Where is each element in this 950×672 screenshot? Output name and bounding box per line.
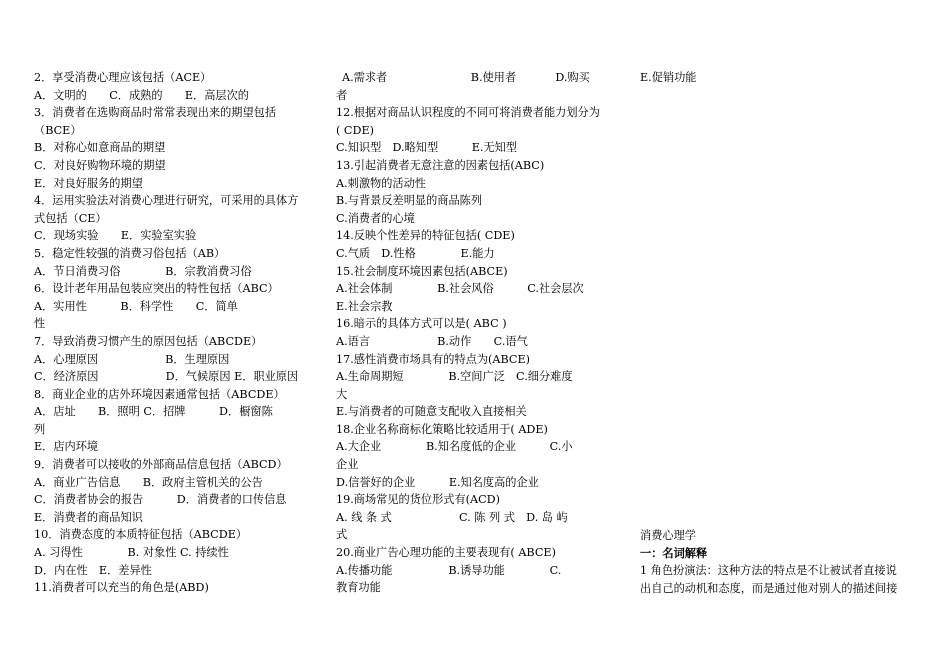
text-line: 20.商业广告心理功能的主要表现有( ABCE) <box>336 546 556 560</box>
text-line: 11.消费者可以充当的角色是(ABD) <box>34 581 209 595</box>
text-line: A．文明的 C．成熟的 E．高层次的 <box>34 88 249 102</box>
text-line: 16.暗示的具体方式可以是( ABC ) <box>336 317 507 331</box>
text-line: 14.反映个性差异的特征包括( CDE) <box>336 229 515 243</box>
definition-line-1: 1 角色扮演法：这种方法的特点是不让被试者直接说 <box>640 564 897 578</box>
text-line: 大 <box>336 387 348 401</box>
text-line: 者 <box>336 88 348 102</box>
text-line: A.生命周期短 B.空间广泛 C.细分难度 <box>336 370 573 384</box>
text-line: C．对良好购物环境的期望 <box>34 158 166 172</box>
text-line: C.知识型 D.略知型 E.无知型 <box>336 141 518 155</box>
text-line: 性 <box>34 317 46 331</box>
option-a: A.需求者 <box>342 71 388 84</box>
left-column <box>34 69 314 597</box>
text-line: ( CDE) <box>336 123 374 137</box>
text-line: 13.引起消费者无意注意的因素包括(ABC) <box>336 158 545 172</box>
option-b: B.使用者 <box>470 71 517 84</box>
text-line: 18.企业名称商标化策略比较适用于( ADE) <box>336 422 548 436</box>
text-line: 2．享受消费心理应该包括（ACE） <box>34 71 212 84</box>
text-line: A. 线 条 式 C. 陈 列 式 D. 岛 屿 <box>336 510 568 524</box>
text-line: 教育功能 <box>336 581 381 595</box>
text-line: 3．消费者在选购商品时常常表现出来的期望包括 <box>34 106 277 120</box>
text-line: E．店内环境 <box>34 440 99 454</box>
text-line: A. 习得性 B. 对象性 C. 持续性 <box>34 546 229 560</box>
text-line: E．消费者的商品知识 <box>34 510 143 524</box>
text-line: A．节日消费习俗 B．宗教消费习俗 <box>34 264 252 278</box>
text-line: 式包括（CE） <box>34 211 107 225</box>
text-line: 8．商业企业的店外环境因素通常包括（ABCDE） <box>34 387 285 401</box>
text-line: E.与消费者的可随意支配收入直接相关 <box>336 405 527 419</box>
text-line: C．经济原因 D．气候原因 E．职业原因 <box>34 370 299 384</box>
text-line: 6．设计老年用品包装应突出的特性包括（ABC） <box>34 282 279 296</box>
text-line: 15.社会制度环境因素包括(ABCE) <box>336 264 508 278</box>
text-line: 式 <box>336 528 348 542</box>
middle-column <box>336 69 616 597</box>
text-line: A.刺激物的活动性 <box>336 176 426 190</box>
text-line: 19.商场常见的货位形式有(ACD) <box>336 493 501 507</box>
text-line: A．店址 B．照明 C．招牌 D．橱窗陈 <box>34 405 273 419</box>
text-line: D．内在性 E．差异性 <box>34 563 152 577</box>
text-line: A.语言 B.动作 C.语气 <box>336 334 528 348</box>
section-heading: 一：名词解释 <box>640 545 708 560</box>
text-line: C.消费者的心境 <box>336 211 415 225</box>
text-line: A.社会体制 B.社会风俗 C.社会层次 <box>336 282 584 296</box>
text-line: A.传播功能 B.诱导功能 C. <box>336 563 562 577</box>
text-line: E．对良好服务的期望 <box>34 176 143 190</box>
text-line: A．实用性 B．科学性 C．简单 <box>34 299 238 313</box>
option-d: D.购买 <box>555 71 590 84</box>
text-line: 企业 <box>336 458 359 472</box>
middle-column-list <box>336 87 616 597</box>
text-line: 列 <box>34 422 46 436</box>
text-line: 5．稳定性较强的消费习俗包括（AB） <box>34 246 226 260</box>
text-line: A．心理原因 B．生理原因 <box>34 352 230 366</box>
text-line: C.气质 D.性格 E.能力 <box>336 246 495 260</box>
text-line: C．现场实验 E．实验室实验 <box>34 229 197 243</box>
section-title: 消费心理学 <box>640 529 696 542</box>
text-line: D.信誉好的企业 E.知名度高的企业 <box>336 475 539 489</box>
text-line: （BCE） <box>34 123 82 137</box>
text-line: A.大企业 B.知名度低的企业 C.小 <box>336 440 573 454</box>
text-line: 10．消费态度的本质特征包括（ABCDE） <box>34 528 248 542</box>
definition-line-2: 出自己的动机和态度，而是通过他对别人的描述间接 <box>640 581 898 595</box>
question-11-options-row <box>336 69 616 87</box>
text-line: B．对称心如意商品的期望 <box>34 141 166 155</box>
text-line: 12.根据对商品认识程度的不同可将消费者能力划分为 <box>336 106 600 120</box>
text-line: 9．消费者可以接收的外部商品信息包括（ABCD） <box>34 458 288 472</box>
text-line: A．商业广告信息 B．政府主管机关的公告 <box>34 475 263 489</box>
text-line: C．消费者协会的报告 D．消费者的口传信息 <box>34 493 287 507</box>
text-line: 17.感性消费市场具有的特点为(ABCE) <box>336 352 531 366</box>
option-e-promotion: E.促销功能 <box>640 71 697 84</box>
text-line: E.社会宗教 <box>336 299 393 313</box>
text-line: 7．导致消费习惯产生的原因包括（ABCDE） <box>34 334 263 348</box>
text-line: 4．运用实验法对消费心理进行研究，可采用的具体方 <box>34 194 299 208</box>
text-line: B.与背景反差明显的商品陈列 <box>336 194 483 208</box>
right-column <box>640 527 918 597</box>
